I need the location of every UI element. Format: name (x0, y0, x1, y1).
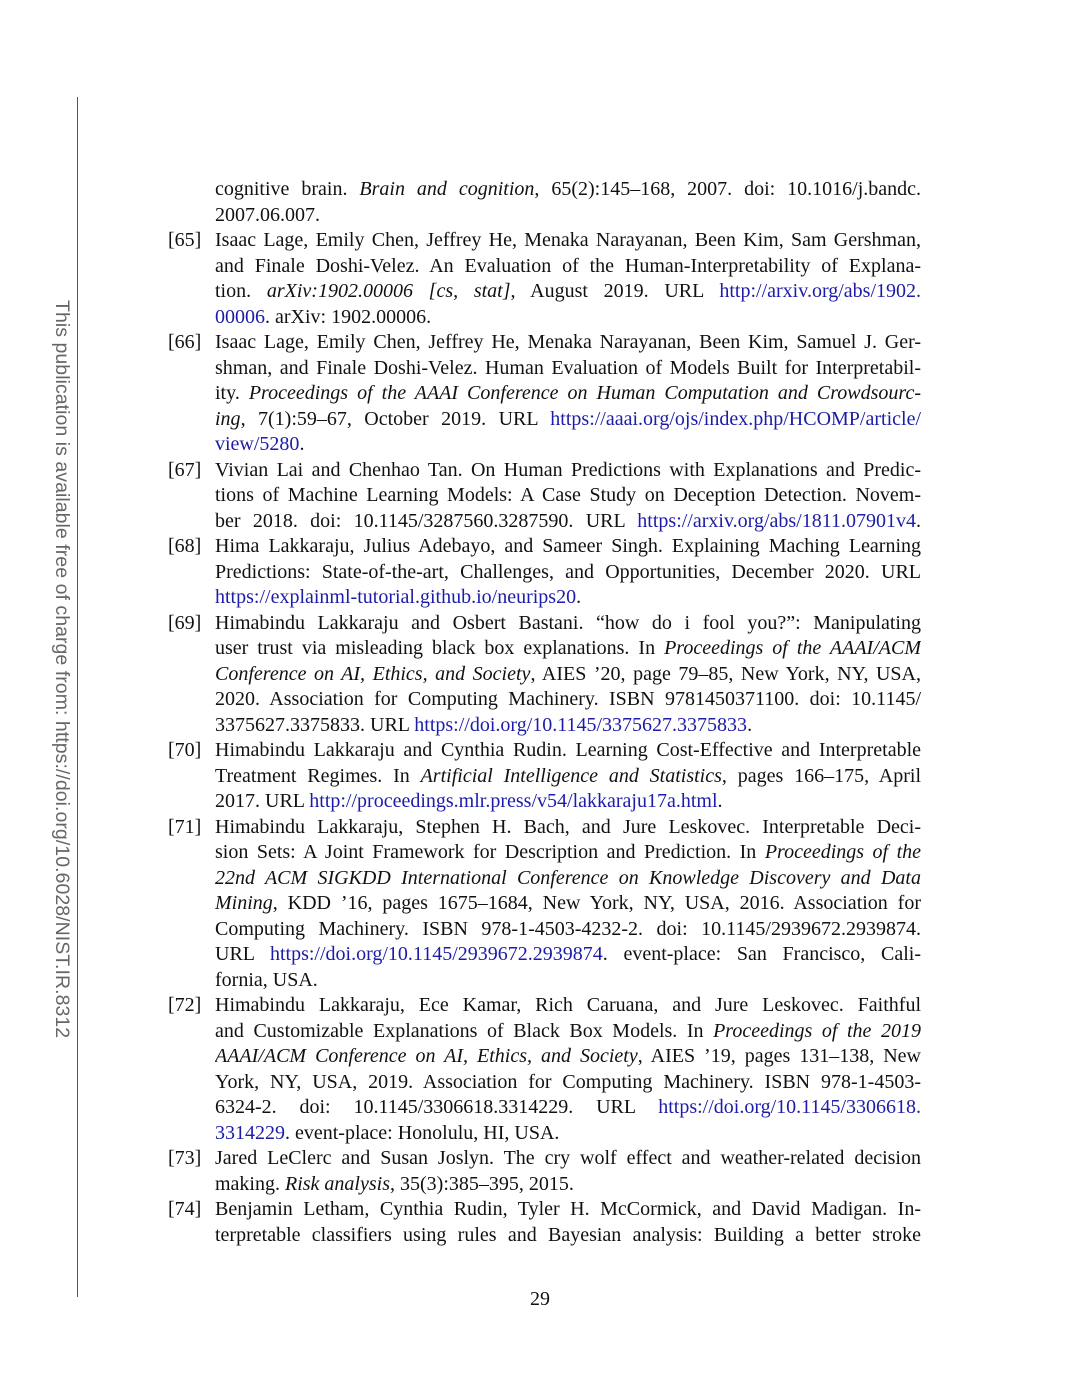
reference-link[interactable]: 00006 (215, 305, 265, 328)
reference-link[interactable]: https://arxiv.org/abs/1811.07901v4 (637, 509, 916, 532)
reference-text: , August 2019. URL (510, 280, 720, 302)
reference-line (215, 1121, 921, 1147)
reference-link[interactable]: https://doi.org/10.1145/2939672.2939874 (269, 943, 603, 965)
reference-text: . arXiv: 1902.00006. (265, 305, 432, 328)
reference-venue-text: Brain and cognition (359, 178, 535, 200)
reference-text: Benjamin Letham, Cynthia Rudin, Tyler H. McCormick, and David Madigan. In- (215, 1198, 921, 1220)
reference-number: [65] (168, 229, 202, 251)
reference-line (215, 738, 921, 764)
reference-line (215, 764, 921, 790)
reference-line (215, 534, 921, 560)
reference-line (215, 279, 921, 305)
reference-line (215, 917, 921, 943)
reference-list (168, 177, 921, 1248)
reference-number: [71] (168, 815, 202, 838)
reference-text: terpretable classifiers using rules and Bayesian analysis: Building a better stroke (215, 1223, 921, 1246)
reference-text: Himabindu Lakkaraju and Osbert Bastani. “how do i fool you?”: Manipulating (215, 611, 921, 634)
reference-text: . (916, 509, 921, 532)
reference-text: fornia, USA. (215, 968, 318, 991)
reference-line (215, 891, 921, 917)
reference-text: shman, and Finale Doshi-Velez. Human Evaluation of Models Built for Interpretabil- (215, 356, 921, 379)
reference-entry (168, 815, 921, 994)
reference-text: tions of Machine Learning Models: A Case Study on Deception Detection. Novem- (215, 484, 921, 506)
reference-entry (168, 177, 921, 228)
reference-line (215, 942, 921, 968)
reference-entry (168, 534, 921, 611)
reference-text: . (299, 433, 305, 455)
reference-text: . event-place: Honolulu, HI, USA. (285, 1121, 560, 1144)
reference-entry (168, 330, 921, 458)
reference-link[interactable]: https://explainml-tutorial.github.io/neurips20 (215, 586, 577, 608)
reference-text: Isaac Lage, Emily Chen, Jeffrey He, Menaka Narayanan, Been Kim, Samuel J. Ger- (215, 331, 921, 353)
reference-line (215, 713, 921, 739)
reference-text: 6324-2. doi: 10.1145/3306618.3314229. URL (215, 1096, 659, 1118)
reference-line (215, 458, 921, 484)
reference-entry (168, 738, 921, 815)
reference-text: Treatment Regimes. In (215, 764, 421, 787)
reference-text: making. (215, 1172, 285, 1195)
reference-text: Isaac Lage, Emily Chen, Jeffrey He, Menaka Narayanan, Been Kim, Sam Gershman, (215, 229, 921, 251)
reference-venue-text: Risk analysis (285, 1172, 390, 1195)
reference-text: . event-place: San Francisco, Cali- (602, 943, 921, 965)
reference-venue-text: ing (215, 407, 241, 430)
reference-line (215, 662, 921, 688)
reference-text: . (747, 713, 753, 736)
reference-link[interactable]: http://proceedings.mlr.press/v54/lakkaraju17a.html (309, 790, 718, 812)
reference-line (215, 687, 921, 713)
reference-text: , 7(1):59–67, October 2019. URL (240, 407, 551, 430)
reference-link[interactable]: http://arxiv.org/abs/1902. (719, 280, 921, 302)
reference-line (215, 993, 921, 1019)
reference-link[interactable]: https://aaai.org/ojs/index.php/HCOMP/article/ (550, 407, 921, 430)
reference-text: , KDD ’16, pages 1675–1684, New York, NY, USA, 2016. Association for (272, 892, 921, 914)
reference-text: ity. (215, 382, 249, 404)
reference-text: York, NY, USA, 2019. Association for Computing Machinery. ISBN 978-1-4503- (215, 1070, 921, 1093)
reference-text: . (576, 586, 582, 608)
reference-link[interactable]: view/5280 (215, 433, 300, 455)
reference-line (215, 228, 921, 254)
reference-line (215, 509, 921, 535)
reference-number: [68] (168, 535, 202, 557)
reference-text: and Customizable Explanations of Black Box Models. In (215, 1019, 714, 1042)
margin-rule (77, 97, 78, 1297)
reference-line (215, 432, 921, 458)
reference-text: Hima Lakkaraju, Julius Adebayo, and Sameer Singh. Explaining Maching Learning (215, 535, 921, 557)
reference-text: 2017. URL (215, 790, 310, 812)
reference-text: 2020. Association for Computing Machinery. ISBN 9781450371100. doi: 10.1145/ (215, 688, 921, 710)
reference-venue-text: arXiv:1902.00006 [cs, stat] (266, 280, 511, 302)
reference-link[interactable]: https://doi.org/10.1145/3306618. (658, 1096, 921, 1118)
reference-line (215, 1146, 921, 1172)
reference-text: cognitive brain. (215, 178, 360, 200)
reference-line (215, 356, 921, 382)
reference-line (215, 203, 921, 229)
reference-text: , 35(3):385–395, 2015. (390, 1172, 574, 1195)
reference-entry (168, 1197, 921, 1248)
reference-venue-text: 22nd ACM SIGKDD International Conference on Knowledge Discovery and Data (215, 866, 921, 889)
reference-venue-text: Conference on AI, Ethics, and Society (215, 662, 531, 685)
reference-line (215, 483, 921, 509)
reference-entry (168, 1146, 921, 1197)
reference-entry (168, 228, 921, 330)
reference-text: , AIES ’19, pages 131–138, New (637, 1045, 921, 1067)
reference-line (215, 1172, 921, 1198)
reference-venue-text: Mining (215, 892, 273, 914)
reference-entry (168, 993, 921, 1146)
reference-number: [72] (168, 994, 202, 1016)
reference-line (215, 636, 921, 662)
reference-line (215, 611, 921, 637)
reference-link[interactable]: 3314229 (215, 1121, 285, 1144)
reference-line (215, 585, 921, 611)
reference-line (215, 381, 921, 407)
reference-venue-text: Proceedings of the AAAI/ACM (664, 637, 921, 659)
reference-line (215, 1223, 921, 1249)
reference-text: Himabindu Lakkaraju, Ece Kamar, Rich Caruana, and Jure Leskovec. Faithful (215, 994, 921, 1016)
page-number: 29 (530, 1288, 550, 1310)
reference-number: [67] (168, 458, 202, 481)
reference-line (215, 1095, 921, 1121)
reference-line (215, 789, 921, 815)
reference-text: ber 2018. doi: 10.1145/3287560.3287590. URL (215, 509, 638, 532)
reference-line (215, 1070, 921, 1096)
reference-venue-text: AAAI/ACM Conference on AI, Ethics, and Society (215, 1045, 638, 1067)
reference-text: user trust via misleading black box explanations. In (215, 637, 665, 659)
reference-text: 2007.06.007. (215, 203, 320, 226)
reference-venue-text: Proceedings of the AAAI Conference on Human Computation and Crowdsourc- (248, 382, 921, 404)
reference-text: , AIES ’20, page 79–85, New York, NY, USA, (530, 662, 921, 685)
reference-line (215, 815, 921, 841)
reference-text: , 65(2):145–168, 2007. doi: 10.1016/j.bandc. (534, 178, 921, 200)
reference-line (215, 254, 921, 280)
reference-text: Jared LeClerc and Susan Joslyn. The cry wolf effect and weather-related decision (215, 1147, 921, 1169)
reference-number: [66] (168, 331, 202, 353)
reference-text: Computing Machinery. ISBN 978-1-4503-4232-2. doi: 10.1145/2939672.2939874. (215, 917, 921, 940)
reference-text: and Finale Doshi-Velez. An Evaluation of the Human-Interpretability of Explana- (215, 254, 921, 277)
reference-number: [70] (168, 739, 202, 761)
reference-text: Vivian Lai and Chenhao Tan. On Human Predictions with Explanations and Predic- (215, 458, 921, 481)
reference-link[interactable]: https://doi.org/10.1145/3375627.3375833 (414, 713, 748, 736)
reference-line (215, 1019, 921, 1045)
reference-text: tion. (215, 280, 267, 302)
reference-text: 3375627.3375833. URL (215, 713, 415, 736)
reference-line (215, 407, 921, 433)
reference-line (215, 177, 921, 203)
reference-line (215, 330, 921, 356)
reference-line (215, 840, 921, 866)
reference-number: [69] (168, 611, 202, 634)
reference-text: , pages 166–175, April (721, 764, 921, 787)
reference-text: . (717, 790, 723, 812)
reference-venue-text: Artificial Intelligence and Statistics (420, 764, 722, 787)
reference-entry (168, 458, 921, 535)
reference-venue-text: Proceedings of the (764, 841, 921, 863)
reference-text: Himabindu Lakkaraju and Cynthia Rudin. Learning Cost-Effective and Interpretable (215, 739, 921, 761)
reference-number: [74] (168, 1198, 202, 1220)
reference-entry (168, 611, 921, 739)
reference-line (215, 1044, 921, 1070)
reference-line (215, 866, 921, 892)
availability-note: This publication is available free of charge from: https://doi.org/10.6028/NIST.IR.8312 (51, 300, 73, 1039)
reference-text: sion Sets: A Joint Framework for Description and Prediction. In (215, 841, 765, 863)
reference-number: [73] (168, 1147, 202, 1169)
reference-line (215, 560, 921, 586)
reference-line (215, 1197, 921, 1223)
reference-text: URL (215, 943, 270, 965)
reference-text: Predictions: State-of-the-art, Challenges, and Opportunities, December 2020. URL (215, 560, 921, 583)
reference-venue-text: Proceedings of the 2019 (713, 1019, 921, 1042)
reference-line (215, 305, 921, 331)
reference-text: Himabindu Lakkaraju, Stephen H. Bach, and Jure Leskovec. Interpretable Deci- (215, 815, 921, 838)
reference-line (215, 968, 921, 994)
